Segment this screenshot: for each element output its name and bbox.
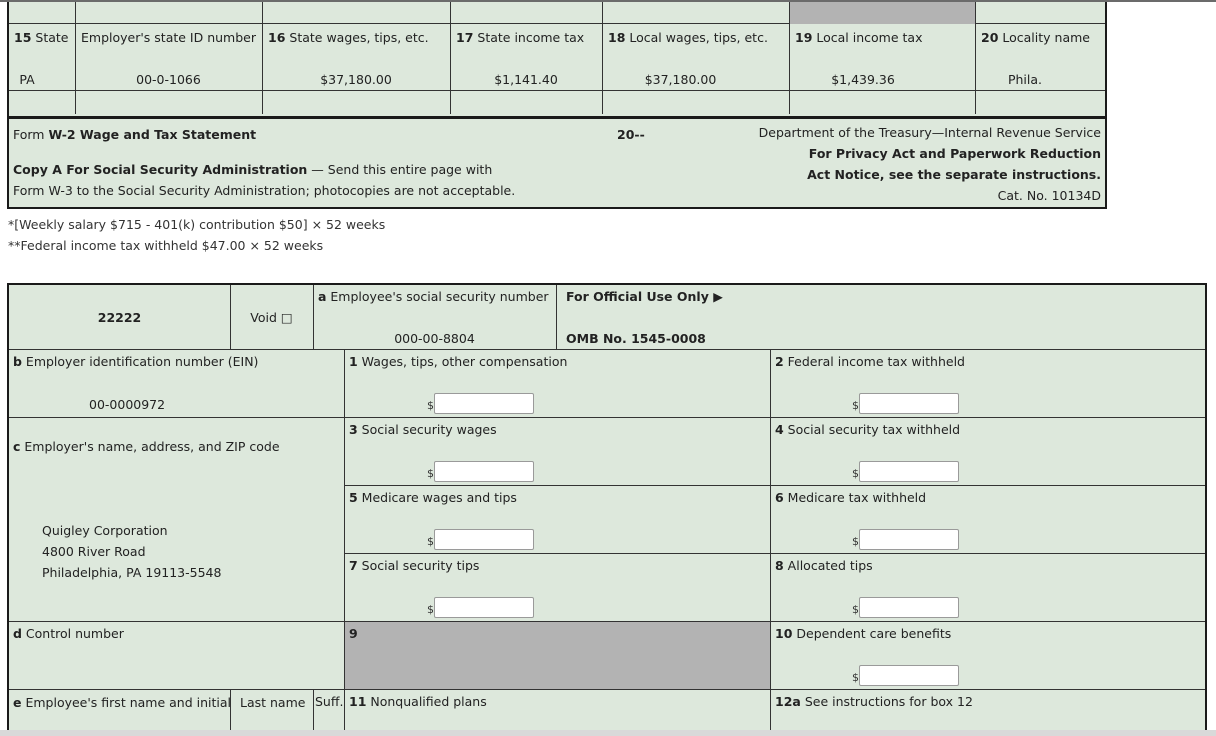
locality-name-header: 20 Locality name bbox=[981, 30, 1090, 45]
box1-label: 1 Wages, tips, other compensation bbox=[349, 354, 568, 369]
ss-tax-input[interactable] bbox=[859, 461, 959, 482]
box6-dollar-sign: $ bbox=[852, 535, 859, 548]
privacy-notice-line2: Act Notice, see the separate instructions. bbox=[807, 167, 1101, 182]
shaded-cell bbox=[789, 2, 975, 24]
medicare-wages-input[interactable] bbox=[434, 529, 534, 550]
omb-number: OMB No. 1545-0008 bbox=[566, 331, 706, 346]
employer-address-line1: 4800 River Road bbox=[42, 544, 146, 559]
official-use-label: For Official Use Only ▶ bbox=[566, 289, 723, 304]
ein-label: b Employer identification number (EIN) bbox=[13, 354, 259, 369]
box8-dollar-sign: $ bbox=[852, 603, 859, 616]
medicare-tax-input[interactable] bbox=[859, 529, 959, 550]
footnote-weekly-salary: *[Weekly salary $715 - 401(k) contribution $50] × 52 weeks bbox=[8, 217, 386, 232]
form-code: 22222 bbox=[97, 310, 142, 325]
box7-label: 7 Social security tips bbox=[349, 558, 480, 573]
box5-dollar-sign: $ bbox=[427, 535, 434, 548]
box10-dollar-sign: $ bbox=[852, 671, 859, 684]
copy-a-title: Copy A For Social Security Administration — Send this entire page with bbox=[13, 162, 493, 177]
suffix-label: Suff. bbox=[315, 694, 344, 709]
last-name-label: Last name bbox=[240, 695, 306, 710]
box7-dollar-sign: $ bbox=[427, 603, 434, 616]
box9-shaded bbox=[345, 622, 770, 689]
box8-label: 8 Allocated tips bbox=[775, 558, 873, 573]
footnote-federal-tax: **Federal income tax withheld $47.00 × 52 weeks bbox=[8, 238, 324, 253]
state-header: 15 State bbox=[14, 30, 69, 45]
treasury-department: Department of the Treasury—Internal Revenue Service bbox=[758, 125, 1101, 140]
box6-label: 6 Medicare tax withheld bbox=[775, 490, 927, 505]
box5-label: 5 Medicare wages and tips bbox=[349, 490, 517, 505]
ss-wages-input[interactable] bbox=[434, 461, 534, 482]
state-value: PA bbox=[19, 72, 35, 87]
ss-tips-input[interactable] bbox=[434, 597, 534, 618]
copy-a-instructions: Form W-3 to the Social Security Administration; photocopies are not acceptable. bbox=[13, 183, 516, 198]
state-income-tax-header: 17 State income tax bbox=[456, 30, 585, 45]
employer-address-label: c Employer's name, address, and ZIP code bbox=[13, 439, 280, 454]
void-checkbox[interactable]: Void □ bbox=[250, 310, 293, 325]
w2-form-copy-a-bottom bbox=[7, 2, 1107, 209]
dependent-care-input[interactable] bbox=[859, 665, 959, 686]
state-income-tax-value: $1,141.40 bbox=[494, 72, 558, 87]
form-title: Form W-2 Wage and Tax Statement bbox=[13, 127, 257, 142]
federal-tax-input[interactable] bbox=[859, 393, 959, 414]
w2-form-blank bbox=[7, 283, 1207, 733]
wages-input[interactable] bbox=[434, 393, 534, 414]
ein-value: 00-0000972 bbox=[89, 397, 166, 412]
employer-address-line2: Philadelphia, PA 19113-5548 bbox=[42, 565, 222, 580]
box3-dollar-sign: $ bbox=[427, 467, 434, 480]
box4-label: 4 Social security tax withheld bbox=[775, 422, 961, 437]
box2-dollar-sign: $ bbox=[852, 399, 859, 412]
state-wages-value: $37,180.00 bbox=[320, 72, 392, 87]
employer-state-id-header: Employer's state ID number bbox=[81, 30, 256, 45]
ssn-value: 000-00-8804 bbox=[394, 331, 475, 346]
local-income-tax-header: 19 Local income tax bbox=[795, 30, 923, 45]
state-wages-header: 16 State wages, tips, etc. bbox=[268, 30, 429, 45]
local-wages-value: $37,180.00 bbox=[644, 72, 717, 87]
box4-dollar-sign: $ bbox=[852, 467, 859, 480]
ssn-label: a Employee's social security number bbox=[318, 289, 549, 304]
privacy-notice-line1: For Privacy Act and Paperwork Reduction bbox=[808, 146, 1101, 161]
form-footer bbox=[9, 116, 1105, 210]
box9-label: 9 bbox=[349, 626, 358, 641]
box11-label: 11 Nonqualified plans bbox=[349, 694, 487, 709]
box12a-label: 12a See instructions for box 12 bbox=[775, 694, 973, 709]
local-wages-header: 18 Local wages, tips, etc. bbox=[608, 30, 768, 45]
locality-name-value: Phila. bbox=[1007, 72, 1043, 87]
employee-first-name-label: e Employee's first name and initial bbox=[13, 695, 231, 710]
local-income-tax-value: $1,439.36 bbox=[831, 72, 895, 87]
box2-label: 2 Federal income tax withheld bbox=[775, 354, 965, 369]
box3-label: 3 Social security wages bbox=[349, 422, 497, 437]
employer-name: Quigley Corporation bbox=[42, 523, 168, 538]
box1-dollar-sign: $ bbox=[427, 399, 434, 412]
form-year: 20-- bbox=[617, 127, 645, 142]
control-number-label: d Control number bbox=[13, 626, 124, 641]
catalog-number: Cat. No. 10134D bbox=[997, 188, 1101, 203]
allocated-tips-input[interactable] bbox=[859, 597, 959, 618]
horizontal-scrollbar[interactable] bbox=[0, 730, 1216, 736]
employer-state-id-value: 00-0-1066 bbox=[136, 72, 201, 87]
box10-label: 10 Dependent care benefits bbox=[775, 626, 952, 641]
